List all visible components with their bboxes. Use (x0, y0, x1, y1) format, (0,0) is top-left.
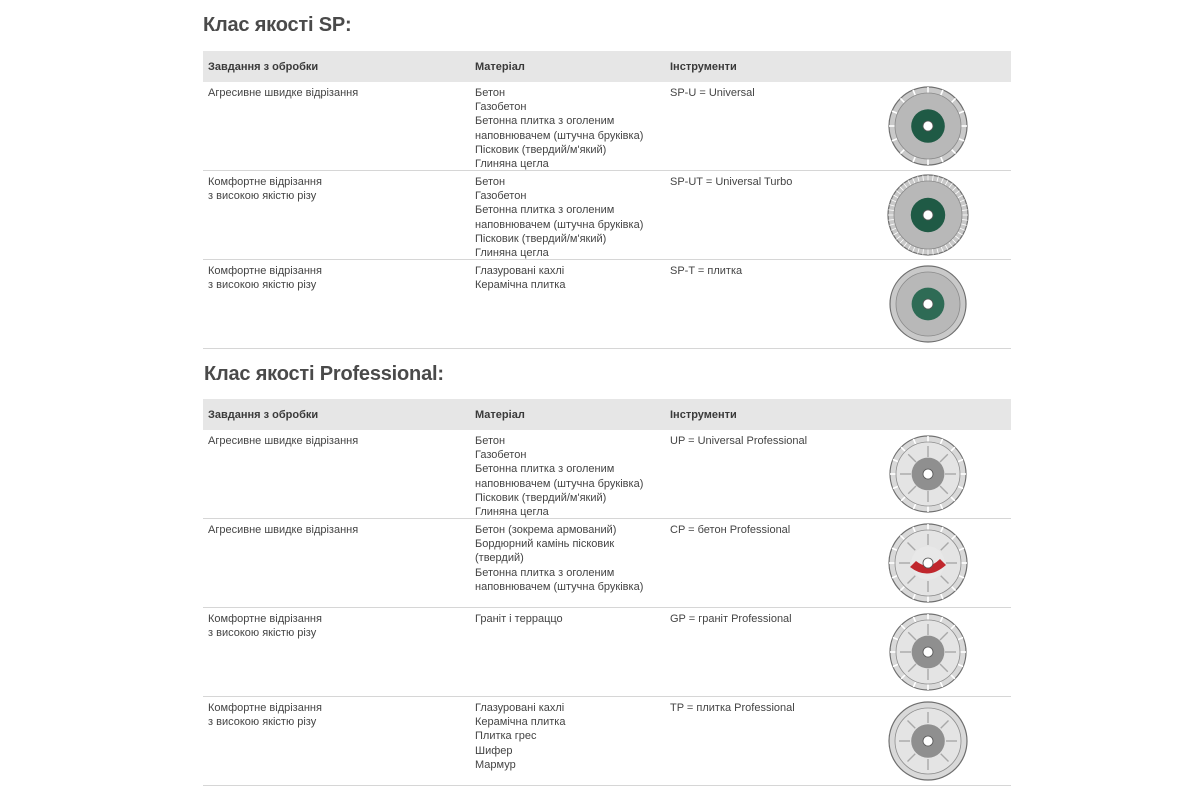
cell-material-line: Глазуровані кахлі (475, 265, 565, 277)
cell-tool (670, 175, 870, 189)
cell-task (208, 175, 448, 203)
cell-task (208, 612, 448, 640)
header-task: Завдання з обробки (208, 409, 319, 421)
cell-material-line: (твердий) (475, 552, 524, 565)
table-row (203, 697, 1011, 786)
cell-material-line: Бордюрний камінь пісковик (475, 538, 615, 551)
cell-material-line: Бетон (475, 435, 506, 447)
tool-name: GP = граніт Professional (670, 613, 792, 625)
header-tools: Інструменти (670, 61, 737, 73)
diamond-disc-continuous-icon (889, 265, 967, 343)
cell-tool (670, 264, 870, 278)
cell-material-line: Плитка грес (475, 730, 537, 743)
cell-task-line: Агресивне швидке відрізання (208, 87, 359, 99)
cell-material-line: наповнювачем (штучна бруківка) (475, 477, 644, 490)
cell-material-line: Пісковик (твердий/м'який) (475, 232, 607, 245)
tool-name: TP = плитка Professional (670, 702, 795, 714)
tool-name: UP = Universal Professional (670, 435, 808, 447)
cell-material-line: Глиняна цегла (475, 247, 549, 260)
cell-task-line: з високою якістю різу (208, 279, 317, 292)
table-sp (203, 51, 1011, 349)
cell-task (208, 701, 448, 729)
cell-material-line: Бетон (зокрема армований) (475, 524, 617, 536)
cell-task (208, 523, 448, 537)
cell-tool (670, 86, 870, 100)
table-row (203, 82, 1011, 171)
cell-material-line: Бетонна плитка з оголеним (475, 204, 615, 217)
cell-material-line: Глиняна цегла (475, 506, 549, 519)
cell-material-line: Граніт і терраццо (475, 613, 563, 625)
cell-task-line: Комфортне відрізання (208, 702, 322, 714)
table-row (203, 608, 1011, 697)
cell-task-line: Агресивне швидке відрізання (208, 435, 359, 447)
tool-name: SP-U = Universal (670, 87, 755, 99)
section-title-professional: Клас якості Professional: (204, 363, 444, 385)
table-row (203, 260, 1011, 349)
cell-material-line: Бетон (475, 87, 506, 99)
table-row (203, 519, 1011, 608)
cell-tool (670, 434, 870, 448)
section-title-sp: Клас якості SP: (203, 14, 352, 36)
cell-material (475, 612, 665, 626)
diamond-disc-tile-pro-icon (888, 701, 968, 781)
header-material: Матеріал (475, 61, 525, 73)
cell-material-line: Бетон (475, 176, 506, 188)
header-material: Матеріал (475, 409, 525, 421)
cell-material-line: Пісковик (твердий/м'який) (475, 491, 607, 504)
cell-material-line: Бетонна плитка з оголеним (475, 566, 615, 579)
cell-material-line: наповнювачем (штучна бруківка) (475, 129, 644, 142)
cell-material-line: Газобетон (475, 101, 527, 114)
cell-tool (670, 701, 870, 715)
cell-material-line: Шифер (475, 744, 513, 757)
diamond-disc-granite-pro-icon (889, 613, 967, 691)
diamond-disc-segmented-icon (888, 86, 968, 166)
cell-material-line: наповнювачем (штучна бруківка) (475, 580, 644, 593)
cell-task-line: Комфортне відрізання (208, 265, 322, 277)
cell-material-line: Глазуровані кахлі (475, 702, 565, 714)
header-task: Завдання з обробки (208, 61, 319, 73)
tool-name: SP-UT = Universal Turbo (670, 176, 793, 188)
cell-task-line: Комфортне відрізання (208, 613, 322, 625)
cell-material-line: Бетонна плитка з оголеним (475, 115, 615, 128)
tool-name: CP = бетон Professional (670, 524, 791, 536)
cell-material-line: Пісковик (твердий/м'який) (475, 143, 607, 156)
cell-material-line: Глиняна цегла (475, 158, 549, 171)
cell-material-line: наповнювачем (штучна бруківка) (475, 218, 644, 231)
diamond-disc-segmented-pro-icon (889, 435, 967, 513)
cell-task-line: Агресивне швидке відрізання (208, 524, 359, 536)
cell-task (208, 264, 448, 292)
cell-tool (670, 612, 870, 626)
tool-name: SP-T = плитка (670, 265, 743, 277)
cell-material-line: Мармур (475, 758, 516, 771)
cell-tool (670, 523, 870, 537)
table-professional (203, 399, 1011, 786)
cell-material-line: Керамічна плитка (475, 716, 566, 729)
table-row (203, 171, 1011, 260)
cell-task-line: з високою якістю різу (208, 190, 317, 203)
cell-material (475, 175, 665, 260)
cell-material (475, 701, 665, 772)
cell-material-line: Керамічна плитка (475, 279, 566, 292)
cell-material-line: Газобетон (475, 190, 527, 203)
cell-material (475, 434, 665, 519)
cell-task-line: з високою якістю різу (208, 716, 317, 729)
cell-material-line: Бетонна плитка з оголеним (475, 463, 615, 476)
table-header (203, 399, 1011, 430)
diamond-disc-concrete-pro-icon (888, 523, 968, 603)
table-header (203, 51, 1011, 82)
diamond-disc-turbo-icon (887, 174, 969, 256)
cell-material (475, 264, 665, 292)
cell-material (475, 523, 665, 594)
cell-task (208, 434, 448, 448)
header-tools: Інструменти (670, 409, 737, 421)
cell-material-line: Газобетон (475, 449, 527, 462)
cell-task (208, 86, 448, 100)
cell-task-line: з високою якістю різу (208, 627, 317, 640)
cell-material (475, 86, 665, 171)
cell-task-line: Комфортне відрізання (208, 176, 322, 188)
table-row (203, 430, 1011, 519)
